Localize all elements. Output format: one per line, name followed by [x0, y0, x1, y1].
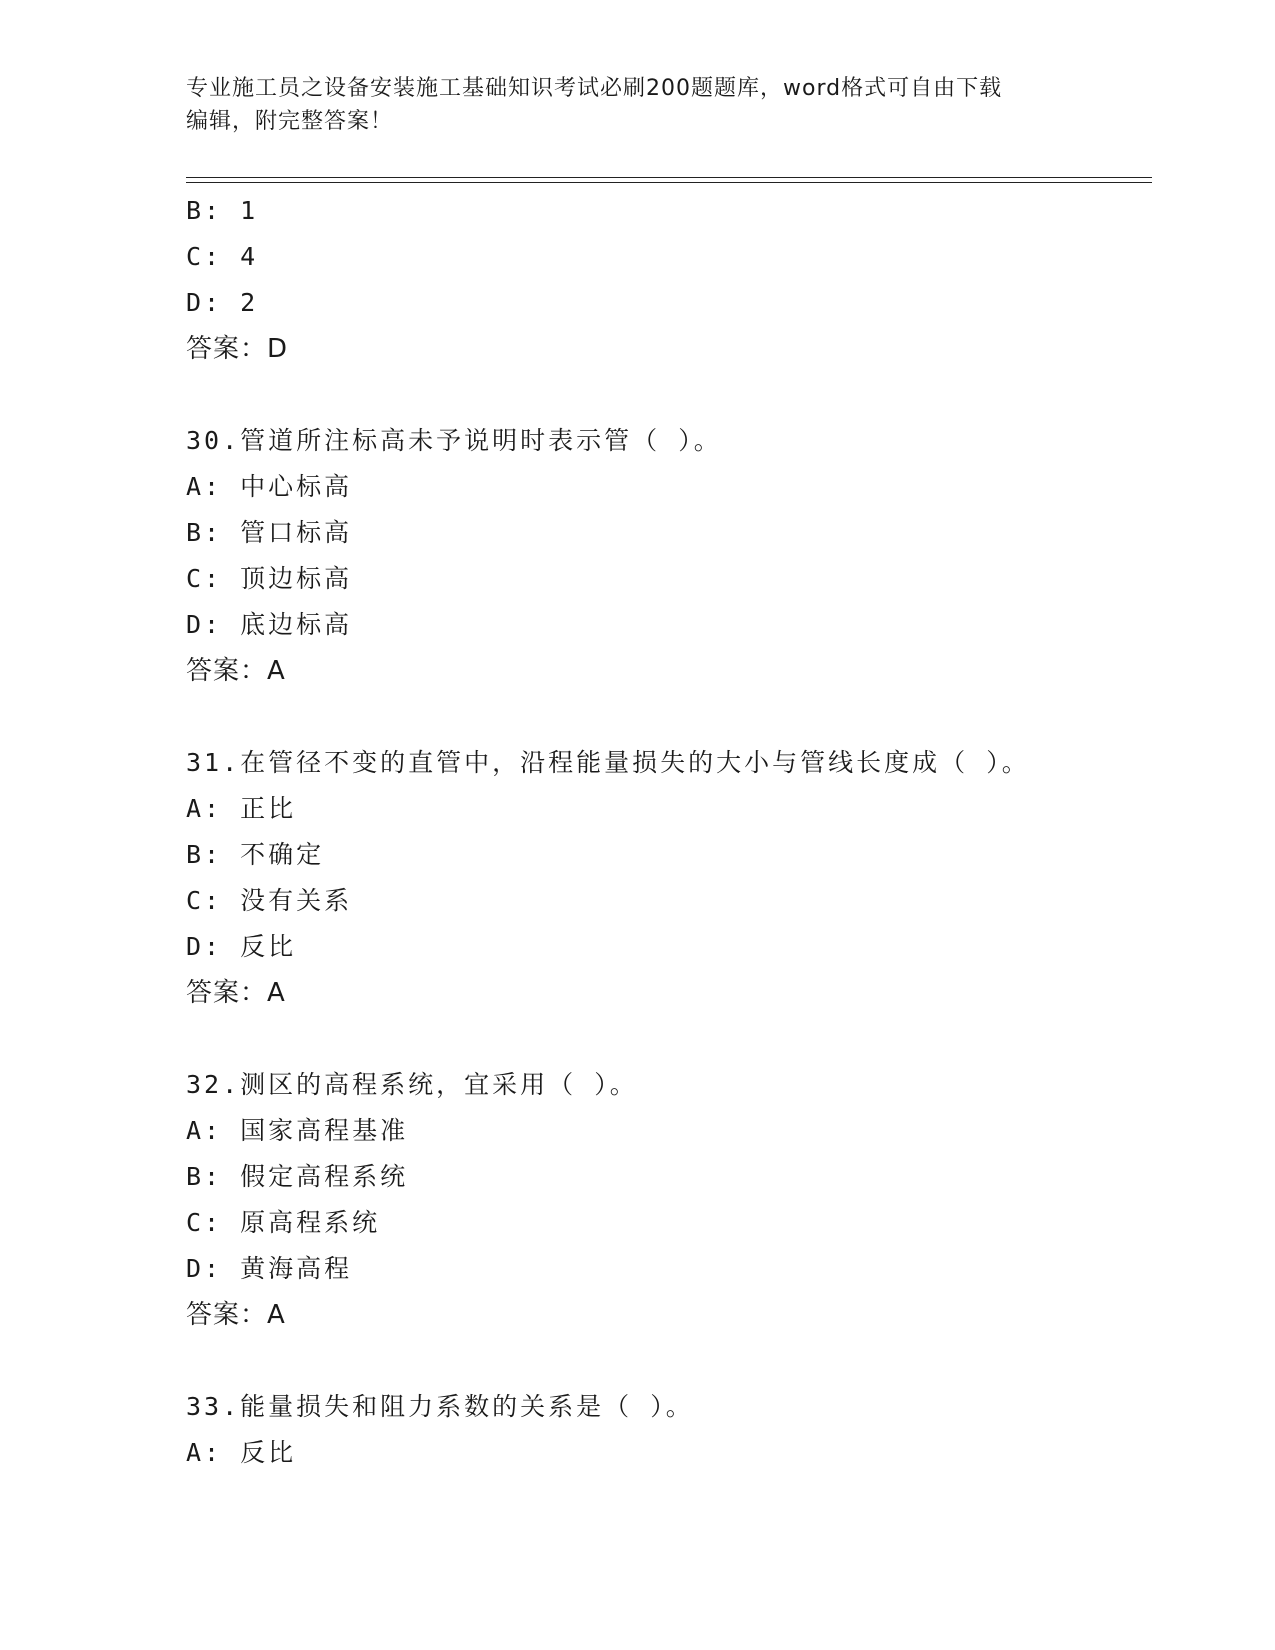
- option-a: A: 中心标高: [186, 472, 353, 501]
- option-b: B: 假定高程系统: [186, 1162, 409, 1191]
- question-list: [186, 188, 1152, 1476]
- option-c: C: 没有关系: [186, 886, 353, 915]
- option-a: A: 国家高程基准: [186, 1116, 409, 1145]
- spacer: [186, 1338, 1152, 1384]
- question-text: 31.在管径不变的直管中，沿程能量损失的大小与管线长度成（ ）。: [186, 748, 1030, 777]
- spacer: [186, 1016, 1152, 1062]
- option-a: A: 反比: [186, 1438, 297, 1467]
- question-block-29: [186, 188, 1152, 372]
- option-d: D: 底边标高: [186, 610, 353, 639]
- answer: 答案：A: [186, 1300, 286, 1330]
- option-c: C: 顶边标高: [186, 564, 353, 593]
- document-header: [186, 72, 1066, 138]
- question-text: 33.能量损失和阻力系数的关系是（ ）。: [186, 1392, 694, 1421]
- header-rule-top: [186, 177, 1152, 178]
- option-b: B: 不确定: [186, 840, 325, 869]
- spacer: [186, 372, 1152, 418]
- header-line-1: 专业施工员之设备安装施工基础知识考试必刷200题题库，word格式可自由下载: [186, 76, 1003, 101]
- option-b: B: 管口标高: [186, 518, 353, 547]
- spacer: [186, 694, 1152, 740]
- option-d: D: 2: [186, 288, 259, 317]
- option-d: D: 反比: [186, 932, 297, 961]
- option-c: C: 原高程系统: [186, 1208, 381, 1237]
- question-block-32: [186, 1062, 1152, 1338]
- option-b: B: 1: [186, 196, 259, 225]
- option-d: D: 黄海高程: [186, 1254, 353, 1283]
- question-block-33: [186, 1384, 1152, 1476]
- header-rule-bottom: [186, 182, 1152, 183]
- option-c: C: 4: [186, 242, 259, 271]
- answer: 答案：D: [186, 334, 289, 364]
- question-block-31: [186, 740, 1152, 1016]
- answer: 答案：A: [186, 656, 286, 686]
- option-a: A: 正比: [186, 794, 297, 823]
- question-text: 32.测区的高程系统，宜采用（ ）。: [186, 1070, 638, 1099]
- answer: 答案：A: [186, 978, 286, 1008]
- question-text: 30.管道所注标高未予说明时表示管（ ）。: [186, 426, 722, 455]
- header-line-2: 编辑，附完整答案！: [186, 109, 394, 134]
- question-block-30: [186, 418, 1152, 694]
